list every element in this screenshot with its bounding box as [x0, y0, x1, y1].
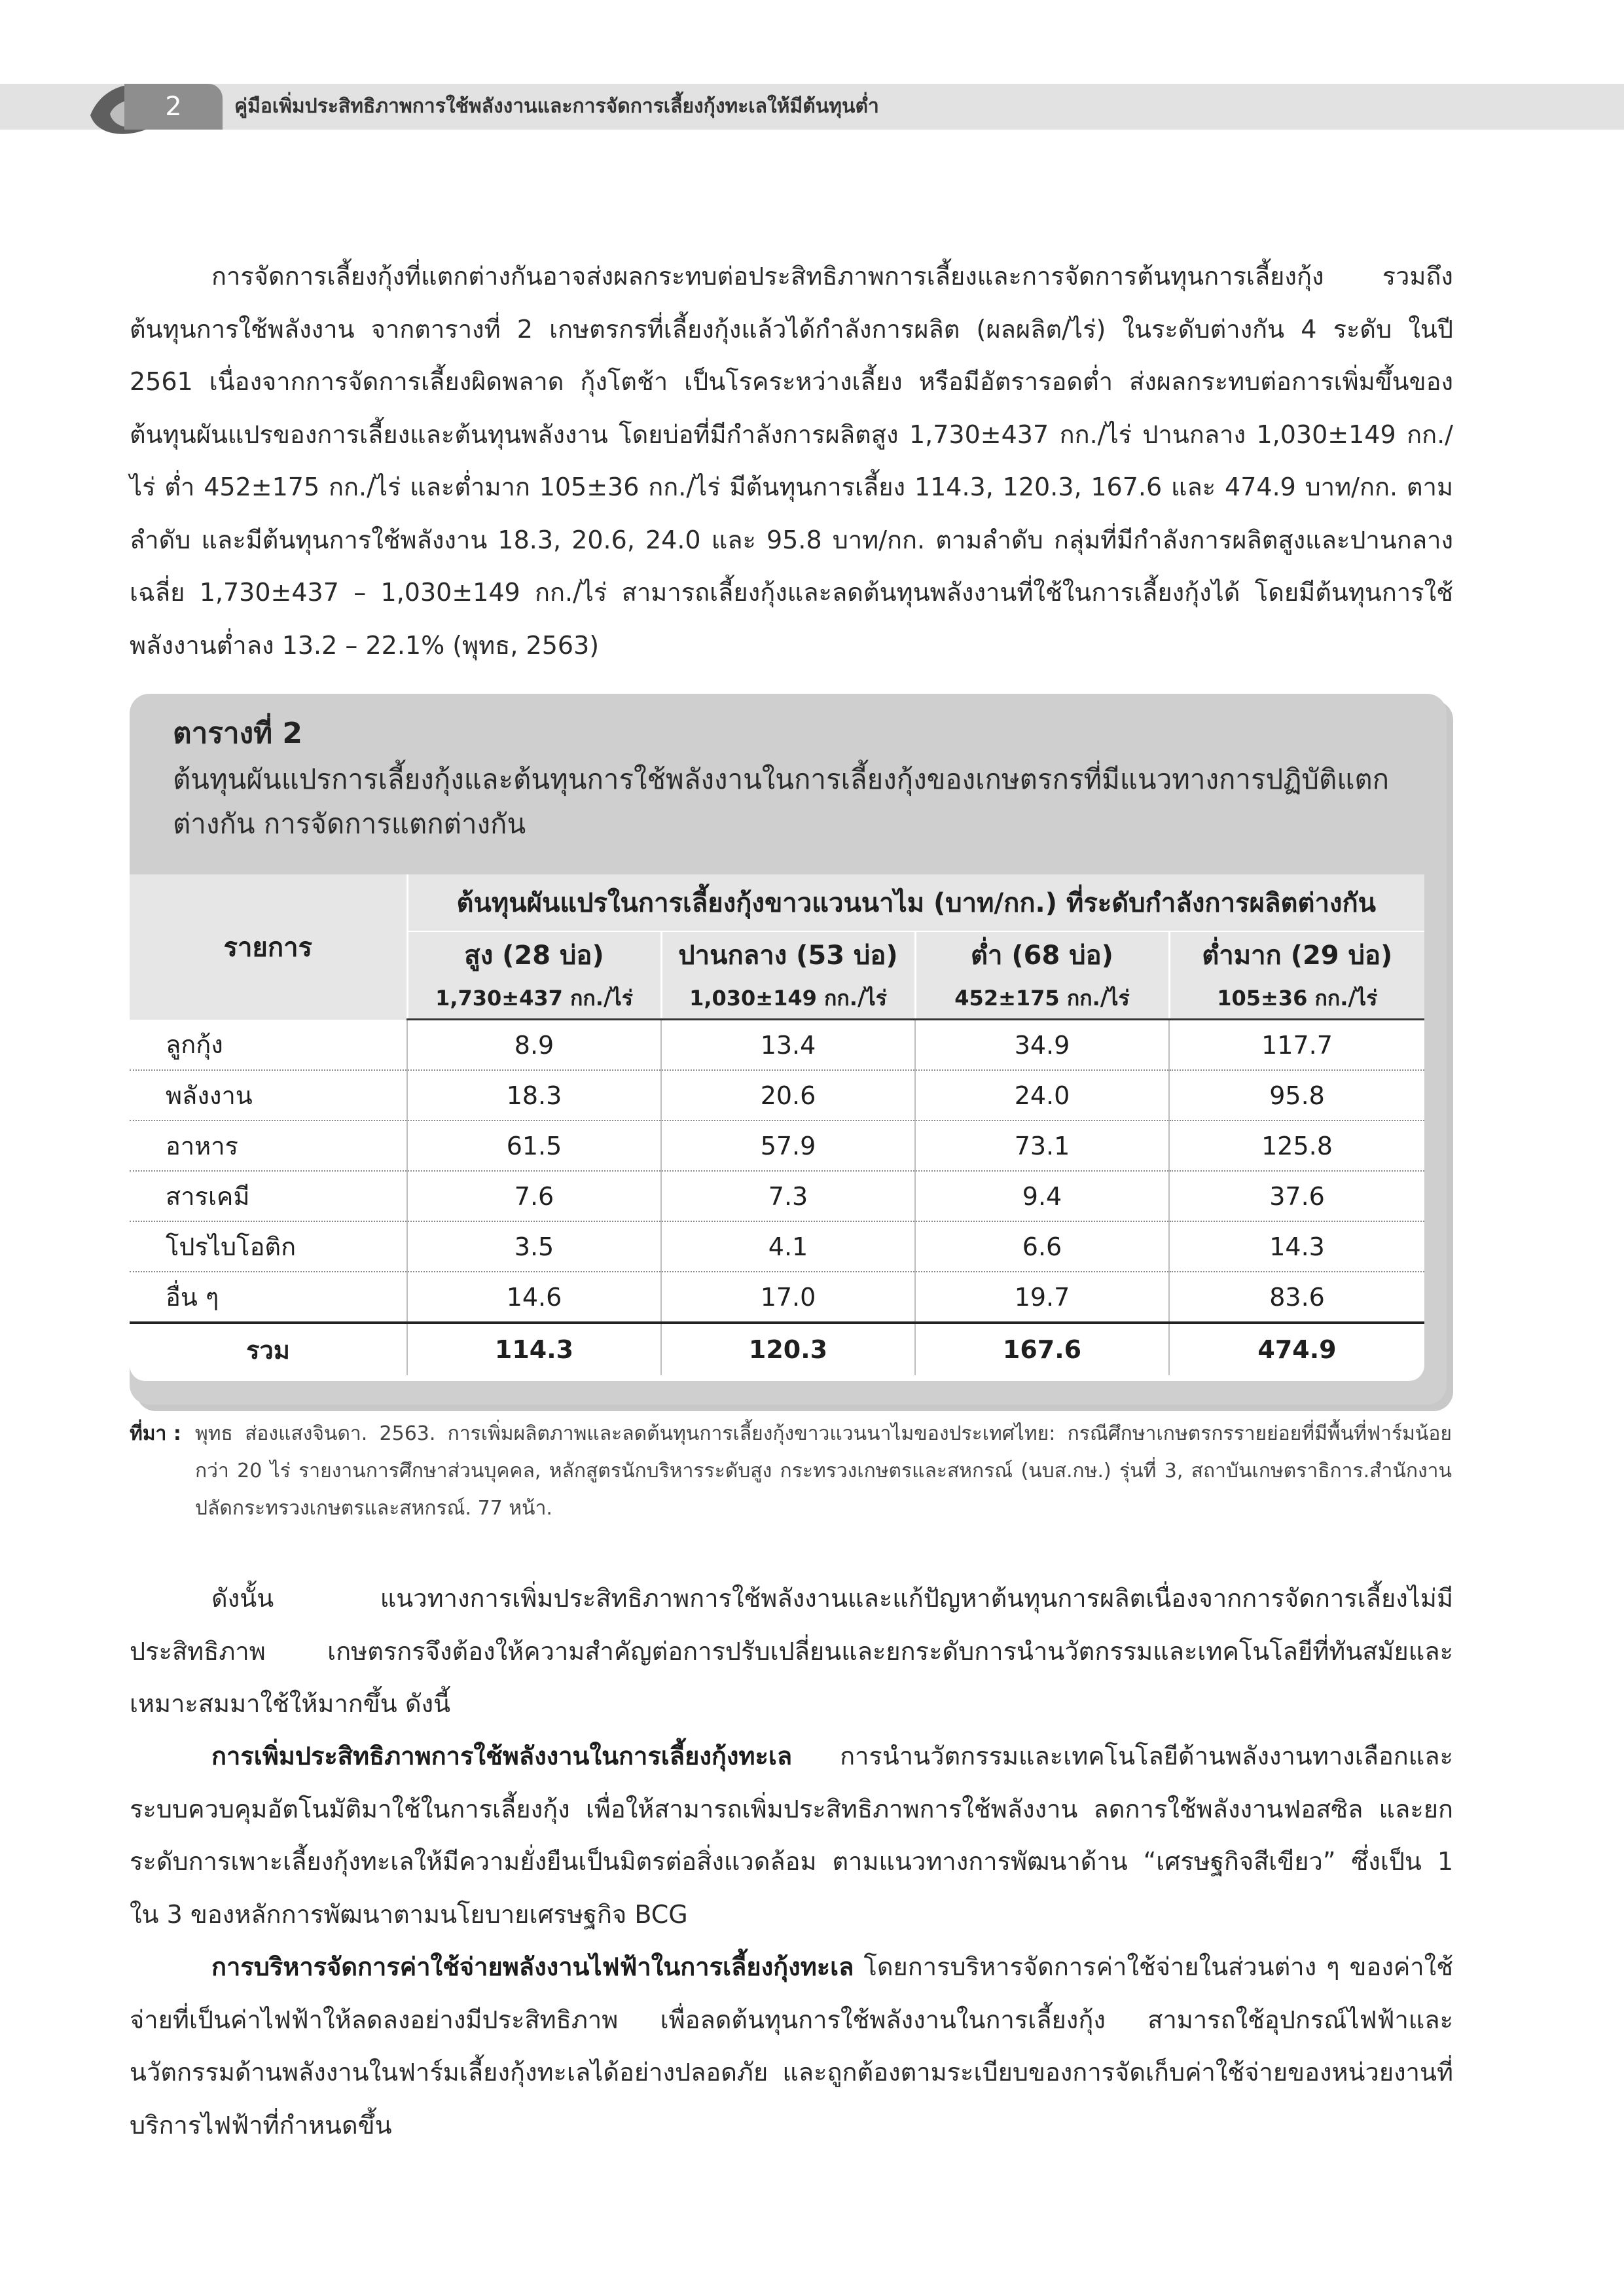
table-row	[130, 1020, 1424, 1071]
table-cell: 37.6	[1169, 1171, 1424, 1221]
total-cell: 120.3	[661, 1323, 915, 1375]
table-cell: 3.5	[407, 1221, 661, 1272]
column-header: ต่ำมาก (29 บ่อ)	[1169, 931, 1424, 978]
column-header: ปานกลาง (53 บ่อ)	[661, 931, 915, 978]
table-row	[130, 1121, 1424, 1171]
table-cell: 73.1	[915, 1121, 1169, 1171]
table-cell: 117.7	[1169, 1020, 1424, 1071]
table-cell: 20.6	[661, 1070, 915, 1121]
table-cell: 9.4	[915, 1171, 1169, 1221]
intro-text: การจัดการเลี้ยงกุ้งที่แตกต่างกันอาจส่งผลกระทบต่อประสิทธิภาพการเลี้ยงและการจัดการต้นทุนการเลี้ยงกุ้ง รวมถึงต้นทุนการใช้พลังงาน จากตารางที่ 2 เกษตรกรที่เลี้ยงกุ้งแล้วได้กำลังการผลิต (ผลผลิต/ไร่) ในระดับต่างกัน 4 ระดับ ในปี 2561 เนื่องจากการจัดการเลี้ยงผิดพลาด กุ้งโตช้า เป็นโรคระหว่างเลี้ยง หรือมีอัตรารอดต่ำ ส่งผลกระทบต่อการเพิ่มขึ้นของต้นทุนผันแปรของการเลี้ยงและต้นทุนพลังงาน โดยบ่อที่มีกำลังการผลิตสูง 1,730±437 กก./ไร่ ปานกลาง 1,030±149 กก./ไร่ ต่ำ 452±175 กก./ไร่ และต่ำมาก 105±36 กก./ไร่ มีต้นทุนการเลี้ยง 114.3, 120.3, 167.6 และ 474.9 บาท/กก. ตามลำดับ และมีต้นทุนการใช้พลังงาน 18.3, 20.6, 24.0 และ 95.8 บาท/กก. ตามลำดับ กลุ่มที่มีกำลังการผลิตสูงและปานกลางเฉลี่ย 1,730±437 – 1,030±149 กก./ไร่ สามารถเลี้ยงกุ้งและลดต้นทุนพลังงานที่ใช้ในการเลี้ยงกุ้งได้ โดยมีต้นทุนการใช้พลังงานต่ำลง 13.2 – 22.1% (พุทธ, 2563)	[130, 262, 1453, 660]
page-number: 2	[124, 84, 223, 130]
table-cell: 24.0	[915, 1070, 1169, 1121]
total-cell: 114.3	[407, 1323, 661, 1375]
item-column-header: รายการ	[130, 874, 407, 1020]
table-cell: 34.9	[915, 1020, 1169, 1071]
row-label: โปรไบโอติก	[130, 1221, 407, 1272]
table-caption: ต้นทุนผันแปรการเลี้ยงกุ้งและต้นทุนการใช้พลังงานในการเลี้ยงกุ้งของเกษตรกรที่มีแนวทางการปฏิบัติแตกต่างกัน การจัดการแตกต่างกัน	[173, 763, 1390, 840]
total-cell: 474.9	[1169, 1323, 1424, 1375]
table-cell: 13.4	[661, 1020, 915, 1071]
table-cell: 4.1	[661, 1221, 915, 1272]
source-text: พุทธ ส่องแสงจินดา. 2563. การเพิ่มผลิตภาพและลดต้นทุนการเลี้ยงกุ้งขาวแวนนาไมของประเทศไทย: กรณีศึกษาเกษตรกรรายย่อยที่มีพื้นที่ฟาร์มน้อยกว่า 20 ไร่ รายงานการศึกษาส่วนบุคคล, หลักสูตรนักบริหารระดับสูง กระทรวงเกษตรและสหกรณ์ (นบส.กษ.) รุ่นที่ 3, สถาบันเกษตราธิการ.สำนักงานปลัดกระทรวงเกษตรและสหกรณ์. 77 หน้า.	[195, 1422, 1452, 1520]
point-energy-efficiency	[130, 1730, 1453, 1941]
row-label: อื่น ๆ	[166, 1283, 219, 1312]
table-row	[130, 1272, 1424, 1323]
column-subheader: 452±175 กก./ไร่	[915, 978, 1169, 1020]
table-cell: 8.9	[407, 1020, 661, 1071]
running-header-title: คู่มือเพิ่มประสิทธิภาพการใช้พลังงานและการจัดการเลี้ยงกุ้งทะเลให้มีต้นทุนต่ำ	[234, 95, 879, 118]
table-row	[130, 1070, 1424, 1121]
column-header: สูง (28 บ่อ)	[407, 931, 661, 978]
table-cell: 61.5	[407, 1121, 661, 1171]
point-heading: การบริหารจัดการค่าใช้จ่ายพลังงานไฟฟ้าในการเลี้ยงกุ้งทะเล	[211, 1952, 854, 1981]
source-label: ที่มา :	[130, 1422, 181, 1445]
point-text: โดยการบริหารจัดการค่าใช้จ่ายในส่วนต่าง ๆ ของค่าใช้จ่ายที่เป็นค่าไฟฟ้าให้ลดลงอย่างมีประสิทธิภาพ เพื่อลดต้นทุนการใช้พลังงานในการเลี้ยงกุ้ง สามารถใช้อุปกรณ์ไฟฟ้าและนวัตกรรมด้านพลังงานในฟาร์มเลี้ยงกุ้งทะเลได้อย่างปลอดภัย และถูกต้องตามระเบียบของการจัดเก็บค่าใช้จ่ายของหน่วยงานที่บริการไฟฟ้าที่กำหนดขึ้น	[130, 1952, 1453, 2140]
column-subheader: 1,030±149 กก./ไร่	[661, 978, 915, 1020]
table-cell: 57.9	[661, 1121, 915, 1171]
table-cell: 95.8	[1169, 1070, 1424, 1121]
group-column-header: ต้นทุนผันแปรในการเลี้ยงกุ้งขาวแวนนาไม (บาท/กก.) ที่ระดับกำลังการผลิตต่างกัน	[407, 874, 1424, 931]
table-cell: 14.3	[1169, 1221, 1424, 1272]
source-note	[130, 1415, 1453, 1520]
point-text: การนำนวัตกรรมและเทคโนโลยีด้านพลังงานทางเลือกและระบบควบคุมอัตโนมัติมาใช้ในการเลี้ยงกุ้ง เพื่อให้สามารถเพิ่มประสิทธิภาพการใช้พลังงาน ลดการใช้พลังงานฟอสซิล และยกระดับการเพาะเลี้ยงกุ้งทะเลให้มีความยั่งยืนเป็นมิตรต่อสิ่งแวดล้อม ตามแนวทางการพัฒนาด้าน “เศรษฐกิจสีเขียว” ซึ่งเป็น 1 ใน 3 ของหลักการพัฒนาตามนโยบายเศรษฐกิจ BCG	[130, 1742, 1453, 1929]
table-row	[130, 1171, 1424, 1221]
table-cell: 6.6	[915, 1221, 1169, 1272]
table-label: ตารางที่ 2	[173, 717, 303, 750]
table-cell: 18.3	[407, 1070, 661, 1121]
row-label: ลูกกุ้ง	[130, 1020, 407, 1071]
table-cell: 125.8	[1169, 1121, 1424, 1171]
table-cell: 83.6	[1169, 1272, 1424, 1323]
row-label: อาหาร	[130, 1121, 407, 1171]
intro-paragraph	[130, 250, 1453, 672]
total-row	[130, 1323, 1424, 1375]
table-cell: 7.6	[407, 1171, 661, 1221]
conclusion-text: ดังนั้น แนวทางการเพิ่มประสิทธิภาพการใช้พลังงานและแก้ปัญหาต้นทุนการผลิตเนื่องจากการจัดการเลี้ยงไม่มีประสิทธิภาพ เกษตรกรจึงต้องให้ความสำคัญต่อการปรับเปลี่ยนและยกระดับการนำนวัตกรรมและเทคโนโลยีที่ทันสมัยและเหมาะสมมาใช้ให้มากขึ้น ดังนี้	[130, 1584, 1453, 1718]
total-cell: 167.6	[915, 1323, 1169, 1375]
row-label: พลังงาน	[130, 1070, 407, 1121]
row-label: สารเคมี	[130, 1171, 407, 1221]
conclusion-paragraph	[130, 1572, 1453, 1731]
table-cell: 17.0	[661, 1272, 915, 1323]
point-heading: การเพิ่มประสิทธิภาพการใช้พลังงานในการเลี้ยงกุ้งทะเล	[211, 1742, 793, 1770]
cost-table	[130, 874, 1424, 1375]
table-row	[130, 1221, 1424, 1272]
column-header: ต่ำ (68 บ่อ)	[915, 931, 1169, 978]
table-cell: 14.6	[407, 1272, 661, 1323]
table-cell: 7.3	[661, 1171, 915, 1221]
total-label: รวม	[130, 1323, 407, 1375]
column-subheader: 1,730±437 กก./ไร่	[407, 978, 661, 1020]
table-cell: 19.7	[915, 1272, 1169, 1323]
column-subheader: 105±36 กก./ไร่	[1169, 978, 1424, 1020]
point-electricity-cost	[130, 1941, 1453, 2151]
